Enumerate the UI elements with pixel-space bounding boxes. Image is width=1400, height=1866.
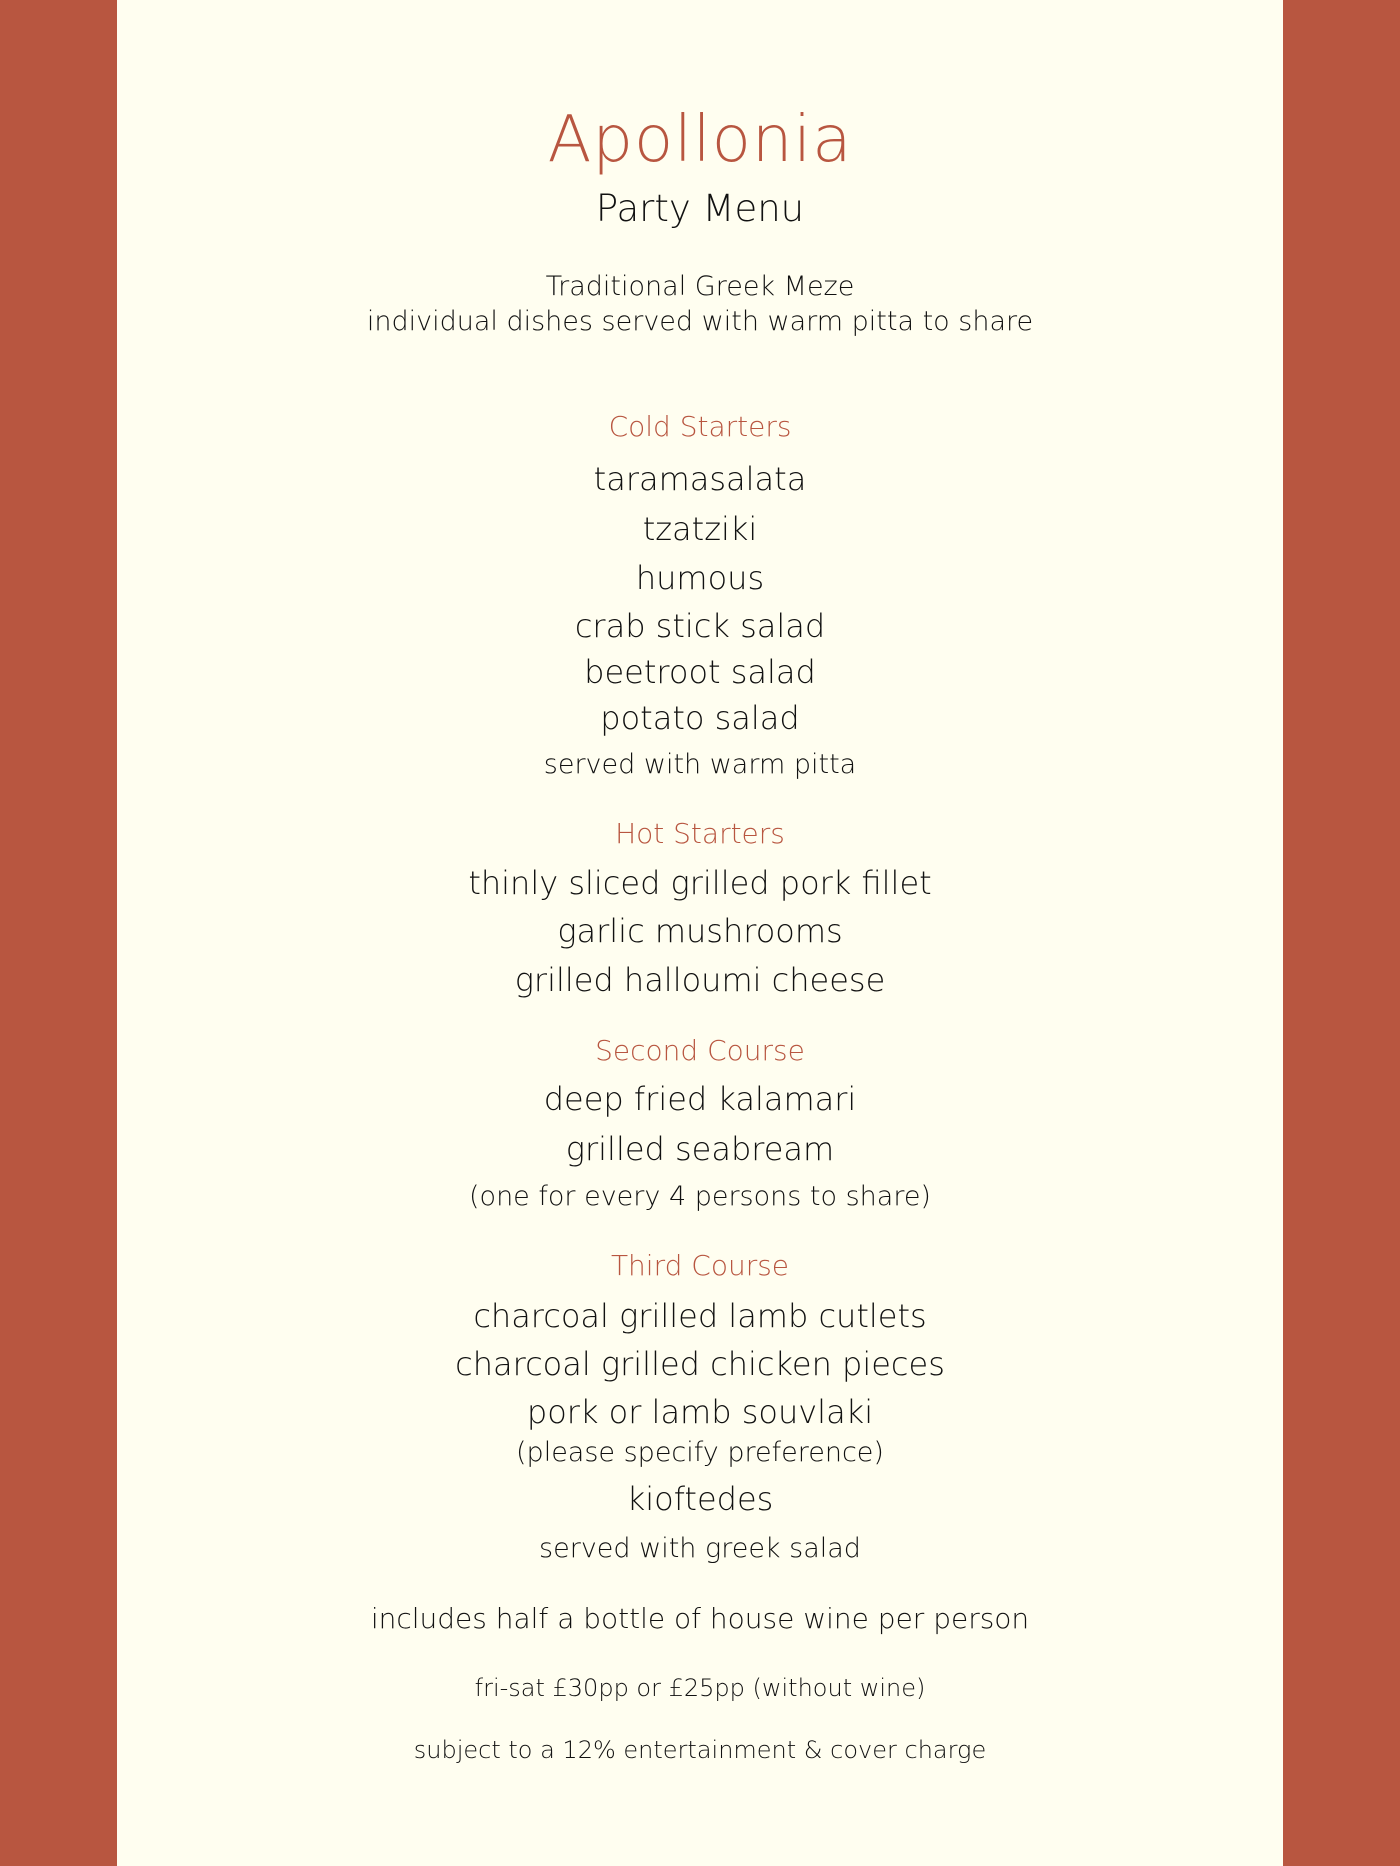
menu-item: tzatziki [642, 510, 758, 548]
charge-note: subject to a 12% entertainment & cover charge [413, 1736, 987, 1764]
menu-item: garlic mushrooms [557, 912, 843, 950]
menu-item: taramasalata [593, 460, 807, 498]
menu-item: grilled halloumi cheese [514, 961, 886, 999]
third-course-note: served with greek salad [539, 1533, 861, 1564]
section-heading-second-course: Second Course [595, 1034, 805, 1067]
menu-item: thinly sliced grilled pork fillet [468, 864, 932, 902]
menu-item: charcoal grilled lamb cutlets [473, 1297, 927, 1335]
left-border [0, 0, 117, 1866]
menu-item: beetroot salad [584, 653, 816, 691]
menu-item: potato salad [600, 699, 800, 737]
second-course-note: (one for every 4 persons to share) [469, 1181, 931, 1212]
restaurant-title: Apollonia [547, 103, 853, 177]
menu-item: kioftedes [626, 1480, 774, 1518]
menu-item: grilled seabream [565, 1130, 835, 1168]
menu-item: pork or lamb souvlaki [526, 1393, 874, 1431]
section-heading-cold-starters: Cold Starters [608, 410, 792, 443]
menu-subtitle: Party Menu [595, 187, 805, 230]
menu-page [117, 0, 1283, 1866]
menu-item: charcoal grilled chicken pieces [455, 1345, 945, 1383]
section-heading-third-course: Third Course [610, 1249, 790, 1282]
right-border [1283, 0, 1400, 1866]
menu-item: crab stick salad [574, 607, 826, 645]
menu-item: humous [635, 559, 765, 597]
section-heading-hot-starters: Hot Starters [615, 817, 785, 850]
price-note: fri-sat £30pp or £25pp (without wine) [474, 1674, 926, 1702]
intro-line-2: individual dishes served with warm pitta to share [366, 306, 1034, 337]
cold-starters-note: served with warm pitta [543, 749, 857, 780]
menu-item: deep fried kalamari [543, 1080, 857, 1118]
souvlaki-note: (please specify preference) [516, 1437, 884, 1468]
intro-line-1: Traditional Greek Meze [545, 271, 855, 302]
wine-note: includes half a bottle of house wine per person [370, 1602, 1030, 1635]
